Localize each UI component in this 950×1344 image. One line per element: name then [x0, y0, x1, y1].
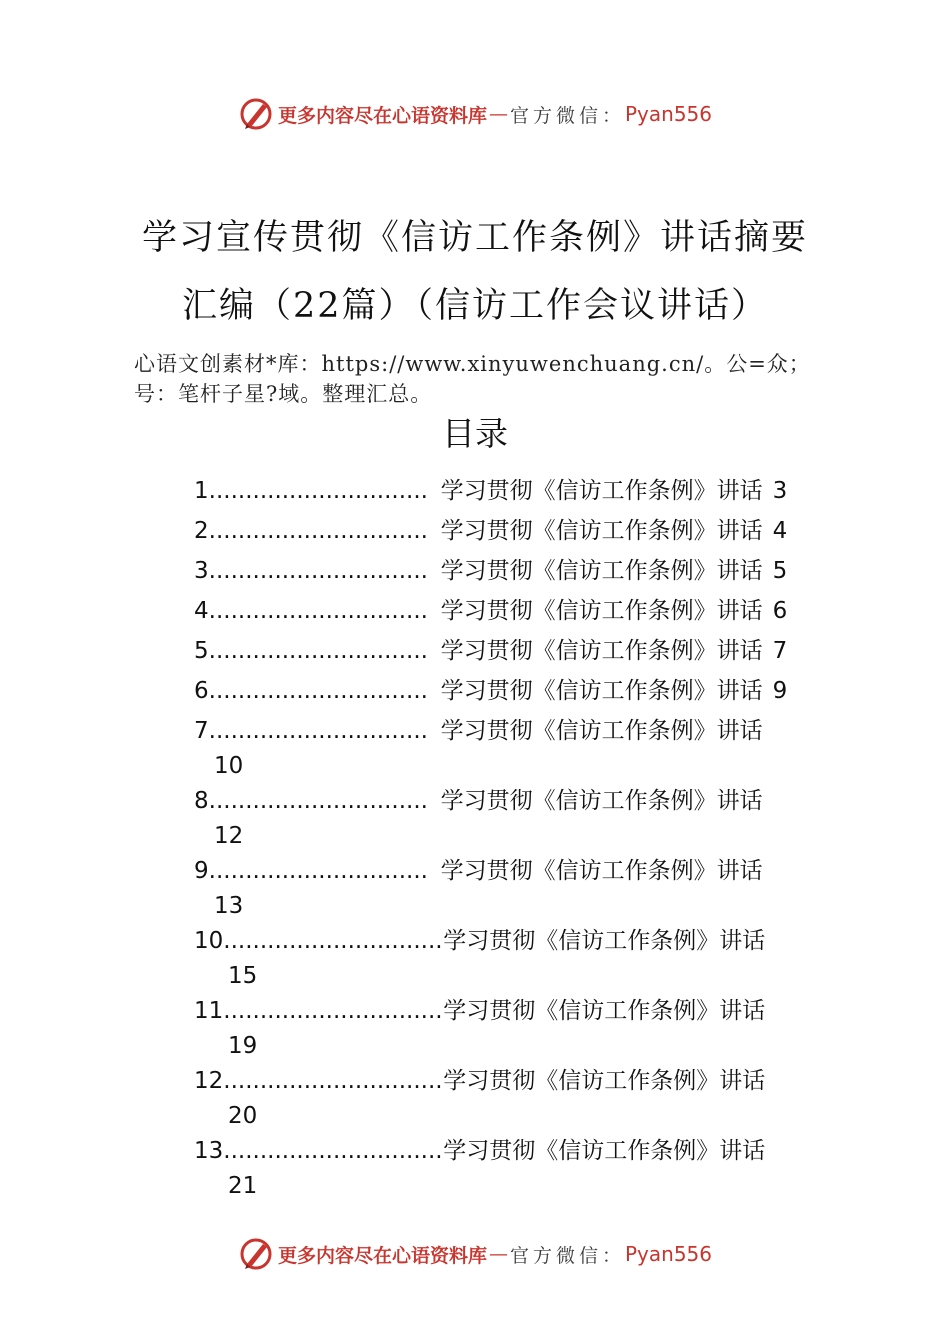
- toc-entry-title: 学习贯彻《信访工作条例》讲话: [443, 1138, 766, 1164]
- toc-leader-dots: ..............................: [223, 928, 443, 954]
- toc-entry-page: 4: [772, 518, 788, 544]
- toc-entry-page: 9: [772, 678, 788, 704]
- toc-entry-title: 学习贯彻《信访工作条例》讲话: [440, 518, 763, 544]
- toc-entry-line: [194, 924, 854, 964]
- toc-entry[interactable]: [194, 924, 854, 994]
- toc-entry-number: 11: [194, 998, 224, 1024]
- toc-entry[interactable]: [194, 1134, 854, 1204]
- toc-entry[interactable]: [194, 514, 854, 554]
- toc-entry-number: 2: [194, 518, 209, 544]
- toc-entry-number: 5: [194, 638, 209, 664]
- toc-entry-number: 9: [194, 858, 209, 884]
- header-banner: [0, 94, 950, 134]
- toc-leader-dots: ..............................: [223, 1138, 443, 1164]
- table-of-contents: [194, 474, 854, 1204]
- document-title-line2: 汇编（22篇）（信访工作会议讲话）: [181, 286, 769, 326]
- toc-heading: 目录: [442, 414, 508, 453]
- toc-entry-title: 学习贯彻《信访工作条例》讲话: [440, 788, 763, 814]
- toc-entry-title: 学习贯彻《信访工作条例》讲话: [440, 718, 763, 744]
- toc-leader-dots: ..............................: [208, 638, 428, 664]
- pen-logo-icon: [238, 96, 274, 132]
- toc-entry-line: [194, 1064, 854, 1104]
- banner-text: 更多内容尽在心语资料库: [277, 104, 487, 127]
- toc-entry[interactable]: [194, 474, 854, 514]
- toc-entry-title: 学习贯彻《信访工作条例》讲话: [440, 558, 763, 584]
- toc-entry-number: 6: [194, 678, 209, 704]
- toc-entry-line: [194, 514, 854, 554]
- toc-entry-line: [194, 594, 854, 634]
- toc-entry-page: 10: [214, 753, 244, 779]
- toc-entry-number: 12: [194, 1068, 224, 1094]
- source-note: 心语文创素材*库：https://www.xinyuwenchuang.cn/。公=众；号：笔杆子星?域。整理汇总。: [134, 352, 811, 406]
- toc-leader-dots: ..............................: [208, 788, 428, 814]
- toc-entry-page: 3: [772, 478, 788, 504]
- toc-entry-title: 学习贯彻《信访工作条例》讲话: [443, 998, 766, 1024]
- toc-entry-page: 7: [772, 638, 788, 664]
- toc-entry-page: 15: [228, 963, 258, 989]
- toc-entry-line: [194, 854, 854, 894]
- toc-entry-number: 7: [194, 718, 209, 744]
- toc-entry-title: 学习贯彻《信访工作条例》讲话: [440, 638, 763, 664]
- toc-entry-line: [194, 784, 854, 824]
- toc-leader-dots: ..............................: [208, 718, 428, 744]
- toc-entry[interactable]: [194, 634, 854, 674]
- toc-entry-number: 1: [194, 478, 209, 504]
- toc-entry-page: 20: [228, 1103, 258, 1129]
- toc-entry-title: 学习贯彻《信访工作条例》讲话: [440, 858, 763, 884]
- toc-leader-dots: ..............................: [208, 478, 428, 504]
- toc-leader-dots: ..............................: [223, 998, 443, 1024]
- banner-dash: —: [488, 1243, 508, 1265]
- toc-entry-title: 学习贯彻《信访工作条例》讲话: [440, 678, 763, 704]
- banner-label: 官方微信：: [509, 104, 625, 127]
- toc-entry[interactable]: [194, 674, 854, 714]
- toc-leader-dots: ..............................: [223, 1068, 443, 1094]
- toc-entry[interactable]: [194, 1064, 854, 1134]
- toc-entry[interactable]: [194, 854, 854, 924]
- toc-entry-number: 13: [194, 1138, 224, 1164]
- toc-entry[interactable]: [194, 714, 854, 784]
- toc-entry-page: 13: [214, 893, 244, 919]
- pen-logo-icon: [238, 1236, 274, 1272]
- toc-entry-line: [194, 554, 854, 594]
- toc-leader-dots: ..............................: [208, 678, 428, 704]
- toc-entry-line: [194, 994, 854, 1034]
- banner-dash: —: [488, 103, 508, 125]
- toc-leader-dots: ..............................: [208, 558, 428, 584]
- toc-entry[interactable]: [194, 994, 854, 1064]
- toc-entry[interactable]: [194, 594, 854, 634]
- toc-entry-line: [194, 634, 854, 674]
- toc-entry-page: 5: [772, 558, 788, 584]
- toc-entry-title: 学习贯彻《信访工作条例》讲话: [443, 1068, 766, 1094]
- banner-handle: Pyan556: [625, 102, 713, 126]
- toc-entry-line: [194, 714, 854, 754]
- toc-entry-number: 8: [194, 788, 209, 814]
- toc-entry-number: 10: [194, 928, 224, 954]
- toc-entry-title: 学习贯彻《信访工作条例》讲话: [440, 598, 763, 624]
- toc-leader-dots: ..............................: [208, 598, 428, 624]
- toc-entry-page: 6: [772, 598, 788, 624]
- toc-entry-page: 21: [228, 1173, 258, 1199]
- document-title-line1: 学习宣传贯彻《信访工作条例》讲话摘要: [141, 218, 808, 258]
- toc-entry-line: [194, 1134, 854, 1174]
- toc-leader-dots: ..............................: [208, 858, 428, 884]
- toc-entry-line: [194, 474, 854, 514]
- toc-entry[interactable]: [194, 784, 854, 854]
- toc-entry-number: 4: [194, 598, 209, 624]
- toc-entry-page: 19: [228, 1033, 258, 1059]
- toc-entry[interactable]: [194, 554, 854, 594]
- toc-leader-dots: ..............................: [208, 518, 428, 544]
- banner-label: 官方微信：: [509, 1244, 625, 1267]
- footer-banner: [0, 1234, 950, 1274]
- toc-entry-page: 12: [214, 823, 244, 849]
- toc-entry-line: [194, 674, 854, 714]
- banner-text: 更多内容尽在心语资料库: [277, 1244, 487, 1267]
- banner-handle: Pyan556: [625, 1242, 713, 1266]
- toc-entry-title: 学习贯彻《信访工作条例》讲话: [443, 928, 766, 954]
- toc-entry-number: 3: [194, 558, 209, 584]
- toc-entry-title: 学习贯彻《信访工作条例》讲话: [440, 478, 763, 504]
